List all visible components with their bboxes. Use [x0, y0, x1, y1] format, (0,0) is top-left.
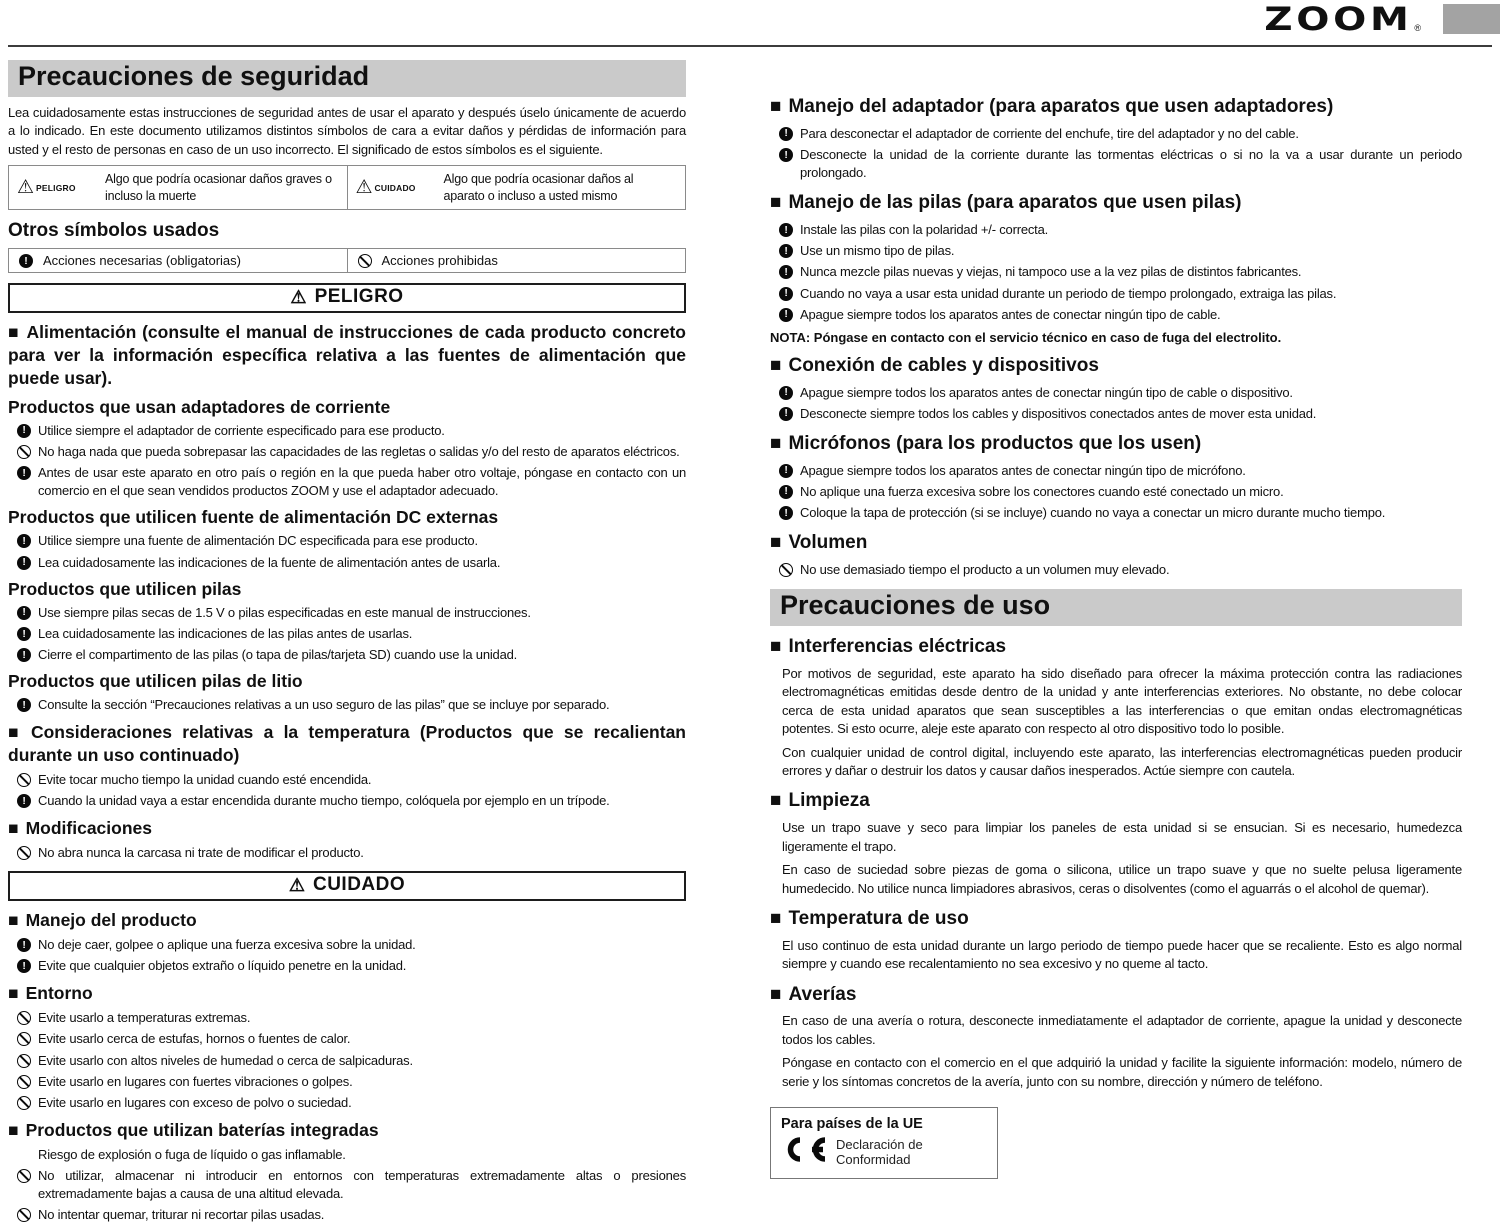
list-item-text: Evite usarlo en lugares con fuertes vibraciones o golpes.: [38, 1073, 353, 1089]
ce-mark-icon: [781, 1136, 827, 1168]
paragraph: Use un trapo suave y seco para limpiar los paneles de esta unidad si se ensucian. Si es necesario, humedezca ligeramente el trapo.: [782, 820, 1462, 854]
list-item: [770, 125, 1462, 143]
list-item: [770, 242, 1462, 260]
section-heading: [8, 321, 686, 389]
list-item: [8, 1167, 686, 1203]
section-heading: [770, 907, 1462, 932]
section-heading: [770, 354, 1462, 379]
list-item-text: Apague siempre todos los aparatos antes de conectar ningún tipo de cable o dispositivo.: [800, 384, 1293, 400]
list-item-text: Utilice siempre el adaptador de corriente especificado para ese producto.: [38, 422, 445, 438]
section-heading-text: Manejo del adaptador (para aparatos que usen adaptadores): [788, 96, 1334, 117]
section-heading: [8, 909, 686, 932]
section-heading-text: Limpieza: [788, 790, 870, 812]
square-marker: ■: [770, 983, 782, 1005]
list-item-text: Evite tocar mucho tiempo la unidad cuando esté encendida.: [38, 771, 372, 787]
section-heading-text: Interferencias eléctricas: [788, 636, 1007, 658]
list-item: [770, 504, 1462, 522]
square-marker: ■: [8, 983, 19, 1004]
list-item-text: Cierre el compartimento de las pilas (o tapa de pilas/tarjeta SD) cuando use la unidad.: [38, 647, 518, 663]
list-item: [8, 604, 686, 622]
list-item: [770, 306, 1462, 324]
list-item-text: Desconecte siempre todos los cables y dispositivos conectados antes de mover esta unidad.: [800, 405, 1317, 421]
other-symbols-table: [8, 248, 686, 273]
warning-level-table: [8, 165, 686, 210]
brand-gray-block: [1443, 4, 1500, 34]
prohibited-icon: [17, 1032, 31, 1046]
section-heading-text: Volumen: [788, 532, 868, 554]
eu-declaration-box: [770, 1107, 998, 1179]
mandatory-icon: !: [779, 244, 793, 258]
eu-box-title: Para países de la UE: [781, 1116, 923, 1133]
warning-label-group: [356, 178, 436, 197]
section-heading-text: Conexión de cables y dispositivos: [788, 354, 1099, 376]
mandatory-icon: !: [779, 485, 793, 499]
list-item-text: Evite usarlo en lugares con exceso de polvo o suciedad.: [38, 1094, 352, 1110]
list-item-text: No use demasiado tiempo el producto a un volumen muy elevado.: [800, 561, 1170, 577]
square-marker: ■: [8, 322, 20, 343]
mandatory-icon: !: [779, 308, 793, 322]
mandatory-icon: !: [779, 148, 793, 162]
section-heading-text: Alimentación (consulte el manual de instrucciones de cada producto concreto para ver la información específica relativa a las fuentes de alimentación que puede usar).: [8, 322, 686, 388]
list-item: [770, 483, 1462, 501]
section-heading: [770, 191, 1462, 216]
section-heading-text: Micrófonos (para los productos que los usen): [788, 432, 1202, 454]
registered-trademark-mark: ®: [1414, 23, 1421, 33]
mandatory-icon: !: [17, 424, 31, 438]
square-marker: ■: [8, 818, 19, 839]
symbol-cell: [347, 249, 686, 272]
left-column: [8, 60, 686, 1228]
section-heading: [8, 721, 686, 767]
section-heading: [770, 983, 1462, 1008]
square-marker: ■: [770, 532, 782, 554]
prohibited-icon: [17, 1208, 31, 1222]
symbol-text: Acciones necesarias (obligatorias): [43, 253, 241, 269]
square-marker: ■: [8, 1120, 19, 1141]
subsection-heading: Productos que usan adaptadores de corriente: [8, 396, 391, 417]
list-item-text: No utilizar, almacenar ni introducir en entornos con temperaturas extremadamente altas o presiones extremadamente bajas a causa de una altitud elevada.: [38, 1168, 686, 1202]
list-item: [8, 696, 686, 714]
list-item: [8, 443, 686, 461]
warning-icon: ⚠: [288, 875, 305, 896]
section-heading-text: Temperatura de uso: [788, 907, 969, 929]
list-item-text: Utilice siempre una fuente de alimentación DC especificada para ese producto.: [38, 533, 478, 549]
list-item: [8, 1073, 686, 1091]
list-item: [8, 1094, 686, 1112]
banner-label: PELIGRO: [314, 286, 404, 308]
prohibited-icon: [17, 445, 31, 459]
section-heading-text: Averías: [788, 983, 857, 1005]
right-column: [770, 60, 1462, 1228]
warning-level-cell: [347, 166, 686, 209]
list-item-text: Instale las pilas con la polaridad +/- correcta.: [800, 221, 1049, 237]
mandatory-icon: !: [779, 407, 793, 421]
list-item-text: Cuando no vaya a usar esta unidad durante un periodo de tiempo prolongado, extraiga las pilas.: [800, 285, 1337, 301]
section-heading: [770, 635, 1462, 660]
square-marker: ■: [770, 354, 782, 376]
mandatory-icon: !: [17, 959, 31, 973]
list-item-text: Use siempre pilas secas de 1.5 V o pilas especificadas en este manual de instrucciones.: [38, 604, 531, 620]
list-item-text: Consulte la sección “Precauciones relativas a un uso seguro de las pilas” que se incluye por separado.: [38, 697, 610, 713]
prohibited-icon: [17, 846, 31, 860]
section-title-bar: [8, 60, 686, 97]
mandatory-icon: !: [17, 534, 31, 548]
list-item-text: Coloque la tapa de protección (si se incluye) cuando no vaya a conectar un micro durante mucho tiempo.: [800, 505, 1386, 520]
danger-banner: [8, 283, 686, 313]
paragraph: Por motivos de seguridad, este aparato ha sido diseñado para ofrecer la máxima protección contra las radiaciones electromagnéticas emitidas desde dentro de la unidad y ante interferencias exteriores. No obstante, no debe colocar cerca de esta unidad aparatos que sean susceptibles a las interferencias o que emitan ondas electromagnéticas potentes. Si esto ocurre, aleje este aparato con respecto al otro dispositivo todo lo posible.: [782, 665, 1462, 737]
list-item: [770, 462, 1462, 480]
list-item-text: Para desconectar el adaptador de corriente del enchufe, tire del adaptador y no del cable.: [800, 125, 1299, 141]
mandatory-icon: !: [17, 794, 31, 808]
prohibited-icon: [17, 1169, 31, 1183]
prohibited-icon: [17, 1075, 31, 1089]
section-heading-text: Manejo de las pilas (para aparatos que usen pilas): [788, 192, 1242, 214]
square-marker: ■: [770, 432, 782, 454]
list-item-text: No intentar quemar, triturar ni recortar pilas usadas.: [38, 1207, 325, 1223]
list-item-text: Evite usarlo a temperaturas extremas.: [38, 1010, 251, 1026]
list-item: [770, 146, 1462, 182]
list-item-text: Nunca mezcle pilas nuevas y viejas, ni tampoco use a la vez pilas de distintos fabricantes.: [800, 264, 1302, 280]
warning-icon: ⚠: [290, 287, 307, 308]
section-heading-text: Manejo del producto: [25, 910, 197, 931]
square-marker: ■: [8, 910, 19, 931]
banner-label: CUIDADO: [312, 874, 406, 896]
eu-declaration-text: Declaración de Conformidad: [836, 1137, 923, 1168]
section-title-bar: [770, 589, 1462, 626]
section-heading: [8, 982, 686, 1005]
paragraph: El uso continuo de esta unidad durante un largo periodo de tiempo puede hacer que se recaliente. Esto es algo normal siempre y cuando ese recalentamiento no sea excesivo y no queme al tacto.: [782, 937, 1462, 972]
mandatory-icon: !: [779, 127, 793, 141]
paragraph: En caso de una avería o rotura, desconecte inmediatamente el adaptador de corriente, apague la unidad y desconecte todos los cables.: [782, 1013, 1462, 1047]
warning-level-label: PELIGRO: [36, 182, 76, 193]
list-item: [8, 464, 686, 500]
section-heading: [8, 817, 686, 840]
prohibited-icon: [17, 1096, 31, 1110]
section-heading-text: Productos que utilizan baterías integradas: [25, 1120, 379, 1141]
paragraph: Con cualquier unidad de control digital, incluyendo este aparato, las interferencias electromagnéticas pueden producir errores y dañar o destruir los datos y causar daños inesperados. Actúe siempre con cautela.: [782, 744, 1462, 779]
caution-banner: [8, 871, 686, 901]
mandatory-icon: !: [779, 386, 793, 400]
mandatory-icon: !: [17, 606, 31, 620]
section-heading: [770, 95, 1462, 120]
square-marker: ■: [770, 192, 782, 214]
warning-label-group: [17, 178, 97, 197]
mandatory-icon: !: [17, 938, 31, 952]
list-item-text: Apague siempre todos los aparatos antes de conectar ningún tipo de micrófono.: [800, 462, 1246, 478]
list-item: [770, 263, 1462, 281]
mandatory-icon: !: [779, 287, 793, 301]
paragraph: Lea cuidadosamente estas instrucciones de seguridad antes de usar el aparato y después úselo únicamente de acuerdo a lo indicado. En este documento utilizamos distintos símbolos de cara a evitar daños y pérdidas de información para usted y el resto de personas en caso de un uso incorrecto. El significado de estos símbolos es el siguiente.: [8, 105, 686, 157]
list-item: [8, 792, 686, 810]
mandatory-icon: !: [779, 464, 793, 478]
list-item: [770, 384, 1462, 402]
list-item: [8, 1206, 686, 1224]
list-item: [8, 844, 686, 862]
warning-level-cell: [9, 166, 347, 209]
list-item-text: Evite que cualquier objetos extraño o líquido penetre en la unidad.: [38, 958, 407, 974]
prohibited-icon: [358, 254, 372, 268]
square-marker: ■: [770, 96, 782, 117]
paragraph: Póngase en contacto con el comercio en el que adquirió la unidad y facilite la siguiente información: modelo, número de serie y los síntomas concretos de la avería, junto con su nombre, dirección y número de teléfono.: [782, 1055, 1462, 1089]
prohibited-icon: [17, 773, 31, 787]
square-marker: ■: [770, 907, 782, 929]
section-heading-text: Modificaciones: [25, 818, 152, 839]
list-item: [8, 936, 686, 954]
list-item: [770, 285, 1462, 303]
warning-level-text: Algo que podría ocasionar daños al aparato o incluso a usted mismo: [443, 172, 634, 203]
eu-row: [781, 1136, 987, 1168]
list-item-text: Desconecte la unidad de la corriente durante las tormentas eléctricas o si no la va a usar durante un periodo prolongado.: [800, 146, 1462, 181]
list-item-text: Cuando la unidad vaya a estar encendida durante mucho tiempo, colóquela por ejemplo en un trípode.: [38, 793, 610, 809]
prohibited-icon: [17, 1054, 31, 1068]
square-marker: ■: [8, 722, 24, 743]
mandatory-icon: !: [779, 506, 793, 520]
subsection-heading: Productos que utilicen fuente de alimentación DC externas: [8, 507, 499, 528]
list-item: [8, 554, 686, 572]
subsection-heading: Otros símbolos usados: [8, 220, 220, 242]
list-item: [8, 422, 686, 440]
mandatory-icon: !: [17, 648, 31, 662]
subsection-heading: Productos que utilicen pilas de litio: [8, 671, 303, 692]
list-item-text: No deje caer, golpee o aplique una fuerza excesiva sobre la unidad.: [38, 937, 416, 953]
mandatory-icon: !: [17, 556, 31, 570]
warning-level-text: Algo que podría ocasionar daños graves o incluso la muerte: [105, 172, 332, 203]
symbol-cell: [9, 249, 347, 272]
list-item: [770, 221, 1462, 239]
list-item-text: Evite usarlo cerca de estufas, hornos o fuentes de calor.: [38, 1031, 351, 1047]
section-heading: [8, 1119, 686, 1142]
list-item-text: Evite usarlo con altos niveles de humedad o cerca de salpicaduras.: [38, 1052, 413, 1068]
mandatory-icon: !: [779, 223, 793, 237]
list-item: [8, 771, 686, 789]
mandatory-icon: !: [17, 698, 31, 712]
list-item-text: Use un mismo tipo de pilas.: [800, 243, 955, 259]
section-heading: [770, 789, 1462, 814]
list-item: [8, 957, 686, 975]
list-item-text: Apague siempre todos los aparatos antes de conectar ningún tipo de cable.: [800, 306, 1221, 322]
section-heading: [770, 432, 1462, 457]
list-item: [770, 561, 1462, 579]
section-heading-text: Consideraciones relativas a la temperatura (Productos que se recalientan durante un uso continuado): [8, 722, 686, 766]
warning-icon: ⚠: [355, 177, 373, 199]
list-item-text: No abra nunca la carcasa ni trate de modificar el producto.: [38, 845, 364, 861]
warning-level-label: CUIDADO: [374, 182, 416, 193]
section-heading-text: Entorno: [25, 983, 93, 1004]
mandatory-icon: !: [17, 627, 31, 641]
square-marker: ■: [770, 636, 782, 658]
list-item: [8, 1009, 686, 1027]
list-item: [8, 1030, 686, 1048]
page-title: Precauciones de uso: [780, 590, 1051, 621]
page-title: Precauciones de seguridad: [18, 61, 370, 91]
list-item: [8, 1052, 686, 1070]
zoom-logo: ZOOM: [1263, 0, 1412, 38]
list-item-text: Lea cuidadosamente las indicaciones de la fuente de alimentación antes de usarla.: [38, 554, 501, 570]
list-item: [8, 532, 686, 550]
prohibited-icon: [779, 563, 793, 577]
list-item-text: No haga nada que pueda sobrepasar las capacidades de las regletas o salidas y/o del resto de aparatos eléctricos.: [38, 443, 680, 459]
prohibited-icon: [17, 1011, 31, 1025]
list-item: [8, 625, 686, 643]
two-column-layout: [8, 60, 1462, 1228]
paragraph: En caso de suciedad sobre piezas de goma o silicona, utilice un trapo suave y que no suelte pelusa ligeramente humedecido. No utilice nunca limpiadores abrasivos, ceras o disolventes (como el aguarrás o el alcohol de quemar).: [782, 862, 1462, 896]
list-item-text: Antes de usar este aparato en otro país o región en la que pueda haber otro voltaje, póngase en contacto con un comercio en el que sean vendidos productos ZOOM y use el adaptador adecuado.: [38, 464, 686, 499]
mandatory-icon: !: [779, 265, 793, 279]
list-item: [8, 1146, 686, 1164]
mandatory-icon: !: [17, 466, 31, 480]
list-item: [770, 405, 1462, 423]
list-item-text: Riesgo de explosión o fuga de líquido o gas inflamable.: [38, 1146, 346, 1162]
header-rule: [8, 45, 1492, 47]
section-heading: [770, 531, 1462, 556]
list-item-text: Lea cuidadosamente las indicaciones de las pilas antes de usarlas.: [38, 625, 413, 641]
square-marker: ■: [770, 790, 782, 812]
mandatory-icon: !: [19, 254, 33, 268]
note-text: NOTA: Póngase en contacto con el servicio técnico en caso de fuga del electrolito.: [770, 329, 1282, 345]
list-item: [8, 646, 686, 664]
subsection-heading: Productos que utilicen pilas: [8, 578, 242, 599]
list-item-text: No aplique una fuerza excesiva sobre los conectores cuando esté conectado un micro.: [800, 483, 1284, 499]
warning-icon: ⚠: [17, 177, 35, 199]
symbol-text: Acciones prohibidas: [381, 253, 498, 269]
